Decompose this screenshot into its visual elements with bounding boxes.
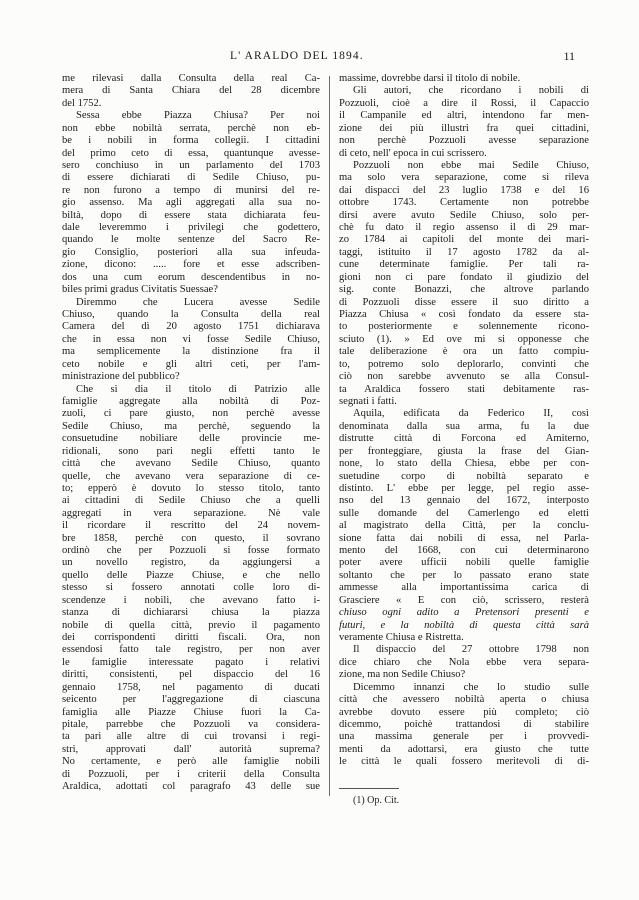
text-line: per fronteggiare, giusta la frase del Gian-: [339, 445, 589, 457]
text-line: segnati i fatti.: [339, 395, 397, 407]
text-line: al magistrato della Città, per la conclu-: [339, 520, 589, 532]
text-line: denominata dalla sua arma, fu la due: [339, 420, 589, 432]
text-line: diritti, consistenti, pel dispaccio del 16: [62, 669, 320, 681]
text-line: che in essa non vi fosse Sedile Chiuso,: [62, 333, 320, 345]
text-line: le famiglie interessate pagato i relativi: [62, 656, 320, 668]
text-line: distrutte città di Forcona ed Amiterno,: [339, 433, 589, 445]
text-line: un novello registro, da aggiungersi a: [62, 557, 320, 569]
text-line: Diremmo che Lucera avesse Sedile: [76, 296, 320, 308]
text-line: aggregati in vera separazione. Nè vale: [62, 507, 320, 519]
text-line: le città le quali fossero meritevoli di di-: [339, 756, 589, 768]
text-line: ammesse alla importantissima carica di: [339, 582, 589, 594]
text-line: ciò non sarebbe avvenuto se alla Consul-: [339, 371, 589, 383]
text-line: Camera del dì 20 agosto 1751 dichiarava: [62, 321, 320, 333]
text-line: Aquila, edificata da Federico II, così: [353, 408, 589, 420]
text-line: ma semplicemente la distinzione fra il: [62, 346, 320, 358]
text-line: Grasciere « E con ciò, scrissero, resterà: [339, 594, 589, 606]
text-line: sciuto (1). » Ed ove mi si opponesse che: [339, 333, 589, 345]
text-line: ma solo vera separazione, come si rileva: [339, 172, 589, 184]
text-line: sig. conte Bonazzi, che altrove parlando: [339, 284, 589, 296]
text-line: ceto nobile e gli altri ceti, per l'am-: [62, 358, 320, 370]
text-line: Gli autori, che ricordano i nobili di: [353, 85, 589, 97]
text-line: famiglia alle Piazze Chiuse fuori la Ca-: [62, 706, 320, 718]
text-line: me rilevasi dalla Consulta della real Ca-: [62, 73, 320, 84]
text-line: il Campanile ed altri, intendono far men-: [339, 110, 589, 122]
left-column: [62, 73, 320, 793]
footnote-rule: [339, 788, 399, 789]
text-line: gio assenso. Ma agli aggregati alla sua no-: [62, 197, 320, 209]
text-line: zione dei più illustri fra quei cittadini,: [339, 122, 589, 134]
text-line: città che avevano Sedile Chiuso, quanto: [62, 458, 320, 470]
text-line: essendosi fatto tale registro, per non aver: [62, 644, 320, 656]
text-line: biles primi gradus Civitatis Suessae?: [62, 284, 218, 296]
text-line: chè fu dato il regio assenso il dì 29 mar-: [339, 222, 589, 234]
page-number: 11: [563, 49, 575, 63]
footnote: (1) Op. Cit.: [353, 795, 400, 806]
text-line: ridionali, sono pari negli effetti tanto le: [62, 445, 320, 457]
text-line: dos una cum eorum descendentibus in no-: [62, 271, 320, 283]
text-line: di Pozzuoli disse essere il suo diritto a: [339, 296, 589, 308]
running-title: L' ARALDO DEL 1894.: [230, 50, 364, 62]
text-line: dai dispacci del 23 luglio 1738 e del 16: [339, 184, 589, 196]
text-line: stanza di dichiararsi chiusa la piazza: [62, 607, 320, 619]
text-line: famiglie aggregate alla nobiltà di Poz-: [62, 395, 320, 407]
text-line: sione fatta dai nobili di essa, nel Parla-: [339, 532, 589, 544]
text-line: suetudine corpo di nobiltà separato e: [339, 470, 589, 482]
text-line: ordinò che per Pozzuoli si fosse formato: [62, 545, 320, 557]
text-line: tale deliberazione è ora un fatto compiu-: [339, 346, 589, 358]
text-line: nso del 13 gennaio del 1672, interposto: [339, 495, 589, 507]
text-line: scendenze i nobili, che avevano fatto i-: [62, 594, 320, 606]
text-line: bre 1858, perchè con questo, il sovrano: [62, 532, 320, 544]
text-line: quello delle Piazze Chiuse, e che nello: [62, 569, 320, 581]
text-line: zione, dicono: ..... fore et esse adscriben-: [62, 259, 320, 271]
text-line: ai cittadini di Sedile Chiuso che a quelli: [62, 495, 320, 507]
text-line: Piazza Chiusa « così fondato da essere sta-: [339, 309, 589, 321]
text-line: dicemmo, poichè trattandosi di stabilire: [339, 718, 589, 730]
text-line: Sessa ebbe Piazza Chiusa? Per noi: [76, 110, 320, 122]
text-line: Araldica, adottati col paragrafo 43 delle sue: [62, 781, 320, 793]
text-line: to; epperò è dovuto lo stesso titolo, tanto: [62, 482, 320, 494]
text-line: non perchè Pozzuoli avesse separazione: [339, 135, 589, 147]
text-line: avrebbe dovuto essere più completo; ciò: [339, 706, 589, 718]
text-line: città che avessero nobiltà aperta o chiusa: [339, 694, 589, 706]
text-line: menti da adottarsi, era giusto che tutte: [339, 743, 589, 755]
text-line: to posteriormente e solennemente ricono-: [339, 321, 589, 333]
text-line: consuetudine nobiliare delle provincie me-: [62, 433, 320, 445]
text-line: re non furono a tempo di munirsi del re-: [62, 184, 320, 196]
text-line: chiuso ogni adito a Pretensori presenti e: [339, 607, 589, 619]
text-line: quando le molte sentenze del Sacro Re-: [62, 234, 320, 246]
text-line: nobile di quella città, previo il pagamento: [62, 619, 320, 631]
text-line: ta Araldica fossero stati debitamente ras-: [339, 383, 589, 395]
text-line: del primo ceto di essa, quantunque avesse-: [62, 147, 320, 159]
text-line: be i nobili in forma collegii. I cittadini: [62, 135, 320, 147]
text-line: distinto. L' ebbe per legge, pel regio asse-: [339, 482, 589, 494]
text-line: dei corrispondenti diritti fiscali. Ora, non: [62, 631, 320, 643]
text-line: dale leveremmo i privilegi che godettero,: [62, 222, 320, 234]
text-line: Dicemmo innanzi che lo studio sulle: [353, 681, 589, 693]
text-line: sero conchiuso in un parlamento del 1703: [62, 159, 320, 171]
text-line: none, lo stato della Chiesa, ebbe per con-: [339, 458, 589, 470]
text-line: mento del 1668, con cui determinarono: [339, 545, 589, 557]
text-line: soltanto che per lo passato erano state: [339, 569, 589, 581]
running-header: [230, 50, 575, 68]
text-line: stri, approvati dall' autorità suprema?: [62, 743, 320, 755]
text-line: Pozzuoli, cioè a dire il Rossi, il Capaccio: [339, 97, 589, 109]
text-line: ta pari alle altre di cui trovansi i regi-: [62, 731, 320, 743]
text-line: quelle, che avevano vera separazione di ce-: [62, 470, 320, 482]
text-line: Sedile Chiuso, ma perchè, seguendo la: [62, 420, 320, 432]
text-line: di ceto, nell' epoca in cui scrissero.: [339, 147, 487, 159]
text-line: pitale, parrebbe che Pozzuoli va considera-: [62, 718, 320, 730]
text-line: to, potremo solo deplorarlo, convinti che: [339, 358, 589, 370]
text-line: del 1752.: [62, 97, 102, 109]
text-line: zione, ma non Sedile Chiuso?: [339, 669, 466, 681]
text-line: stesso si fossero annotati colle loro di-: [62, 582, 320, 594]
text-line: futuri, e la nobiltà di questa città sarà: [339, 619, 589, 631]
text-line: Il dispaccio del 27 ottobre 1798 non: [353, 644, 589, 656]
text-line: gioni non ci pare fondato il giudizio del: [339, 271, 589, 283]
text-line: zuoli, ci pare giusto, non perchè avesse: [62, 408, 320, 420]
text-line: taggi, istituito il 17 agosto 1782 da al-: [339, 246, 589, 258]
text-line: non ebbe nobiltà serrata, perchè non eb-: [62, 122, 320, 134]
text-line: zo 1784 ai capitoli del monte dei mari-: [339, 234, 589, 246]
text-line: gio Consiglio, posteriori alla sua infeuda-: [62, 246, 320, 258]
text-line: Pozzuoli non ebbe mai Sedile Chiuso,: [353, 159, 589, 171]
text-line: No certamente, e però alle famiglie nobili: [62, 756, 320, 768]
column-divider: [329, 76, 330, 796]
text-line: poter avere ufficii nobili quelle famiglie: [339, 557, 589, 569]
text-line: massime, dovrebbe darsi il titolo di nobile.: [339, 73, 521, 84]
text-line: Chiuso, quando la Consulta della real: [62, 309, 320, 321]
text-line: Che si dia il titolo di Patrizio alle: [76, 383, 320, 395]
text-line: una massima generale per i provvedi-: [339, 731, 589, 743]
text-line: ottobre 1743. Certamente non potrebbe: [339, 197, 589, 209]
text-line: mera di Santa Chiara del 28 dicembre: [62, 85, 320, 97]
text-line: ministrazione del pubblico?: [62, 371, 180, 383]
text-line: dice chiaro che Nola ebbe vera separa-: [339, 656, 589, 668]
text-line: il ricordare il rescritto del 24 novem-: [62, 520, 320, 532]
right-column: [339, 73, 589, 769]
text-line: gennaio 1758, nel pagamento di ducati: [62, 681, 320, 693]
text-line: di Pozzuoli, per i criterii della Consulta: [62, 768, 320, 780]
text-line: di essere dichiarati di Sedile Chiuso, pu-: [62, 172, 320, 184]
text-line: seicento per l'aggregazione di ciascuna: [62, 694, 320, 706]
text-line: biltà, dopo di essere stata dichiarata feu-: [62, 209, 320, 221]
text-line: cune determinate famiglie. Per tali ra-: [339, 259, 589, 271]
text-line: dirsi avere avuto Sedile Chiuso, solo per-: [339, 209, 589, 221]
text-line: veramente Chiusa e Ristretta.: [339, 631, 464, 643]
text-line: sulle domande del Camerlengo ed eletti: [339, 507, 589, 519]
